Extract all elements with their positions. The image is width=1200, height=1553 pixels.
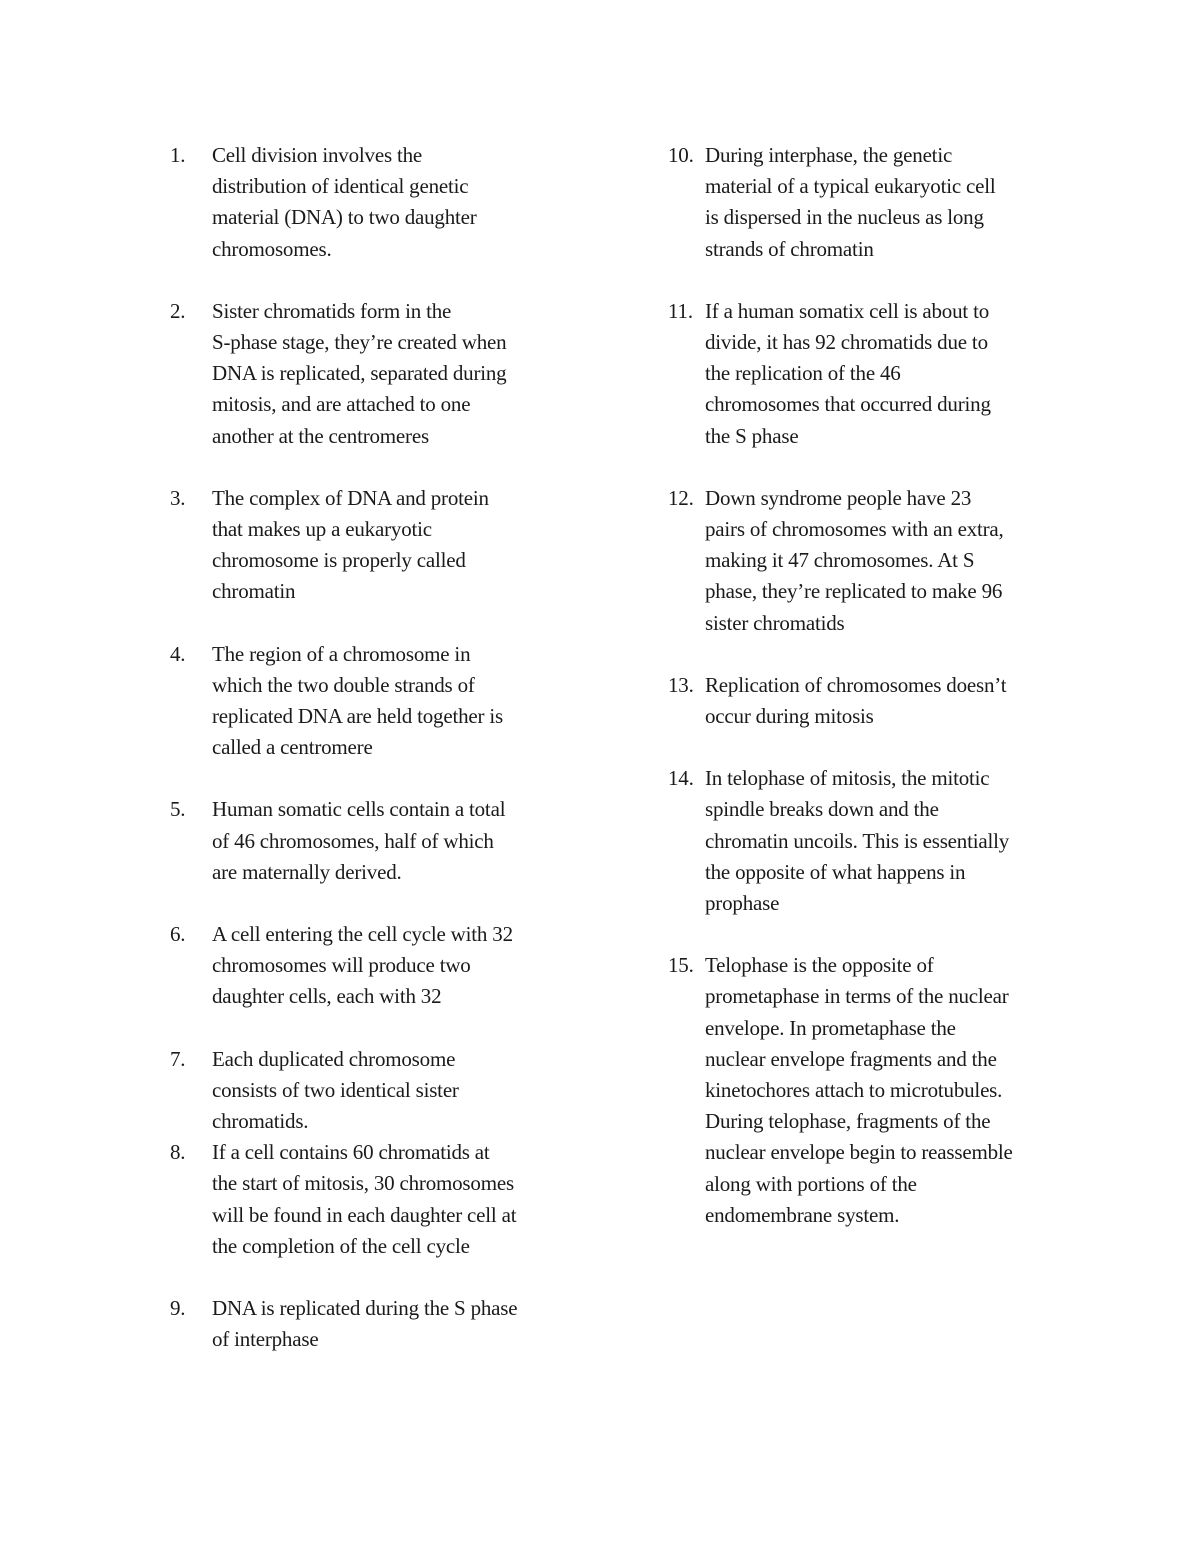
item-number: 7. bbox=[170, 1046, 186, 1071]
right-column bbox=[668, 140, 1088, 1231]
list-item-11 bbox=[668, 296, 1088, 452]
list-item-8 bbox=[170, 1137, 590, 1262]
item-number: 1. bbox=[170, 143, 186, 167]
item-text: Telophase is the opposite of prometaphase in terms of the nuclear envelope. In prometaphase the nuclear envelope fragments and the kinetochores attach to microtubules. During telophase, fragments of the nuclear envelope begin to reassemble along with portions of the endomembrane system. bbox=[705, 953, 1013, 1227]
item-number: 6. bbox=[170, 922, 186, 947]
item-number: 15. bbox=[668, 953, 694, 978]
list-item-14 bbox=[668, 763, 1088, 919]
item-text: Replication of chromosomes doesn’t occur during mitosis bbox=[705, 672, 1007, 729]
item-text: Cell division involves the distribution of identical genetic material (DNA) to two daughter chromosomes. bbox=[212, 143, 477, 261]
left-column bbox=[170, 140, 590, 1356]
list-item-5 bbox=[170, 794, 590, 888]
list-item-13 bbox=[668, 670, 1088, 732]
item-number: 9. bbox=[170, 1296, 186, 1321]
list-item-9 bbox=[170, 1293, 590, 1355]
item-text: Each duplicated chromosome consists of two identical sister chromatids. bbox=[212, 1046, 459, 1134]
list-item-1 bbox=[170, 140, 590, 265]
list-item-2 bbox=[170, 296, 590, 452]
item-text: DNA is replicated during the S phase of interphase bbox=[212, 1296, 518, 1352]
item-text: In telophase of mitosis, the mitotic spindle breaks down and the chromatin uncoils. This is essentially the opposite of what happens in prophase bbox=[705, 766, 1010, 916]
list-item-10 bbox=[668, 140, 1088, 265]
list-item-4 bbox=[170, 639, 590, 764]
item-text: During interphase, the genetic material of a typical eukaryotic cell is dispersed in the nucleus as long strands of chromatin bbox=[705, 143, 996, 261]
item-text: The complex of DNA and protein that makes up a eukaryotic chromosome is properly called chromatin bbox=[212, 485, 489, 604]
item-number: 12. bbox=[668, 485, 694, 510]
item-text: Human somatic cells contain a total of 46 chromosomes, half of which are maternally derived. bbox=[212, 797, 506, 884]
item-number: 2. bbox=[170, 298, 186, 323]
item-text: The region of a chromosome in which the two double strands of replicated DNA are held together is called a centromere bbox=[212, 641, 503, 760]
list-item-7 bbox=[170, 1044, 590, 1138]
item-number: 5. bbox=[170, 797, 186, 822]
list-item-3 bbox=[170, 483, 590, 608]
item-number: 8. bbox=[170, 1140, 186, 1165]
item-number: 10. bbox=[668, 143, 694, 167]
item-text: Sister chromatids form in the S-phase stage, they’re created when DNA is replicated, separated during mitosis, and are attached to one another at the centromeres bbox=[212, 298, 507, 448]
item-text: If a human somatix cell is about to divide, it has 92 chromatids due to the replication of the 46 chromosomes that occurred during the S phase bbox=[705, 298, 991, 448]
list-item-12 bbox=[668, 483, 1088, 639]
item-text: A cell entering the cell cycle with 32 chromosomes will produce two daughter cells, each with 32 bbox=[212, 922, 513, 1009]
list-item-6 bbox=[170, 919, 590, 1013]
item-number: 4. bbox=[170, 641, 186, 666]
item-number: 3. bbox=[170, 485, 186, 510]
item-text: If a cell contains 60 chromatids at the start of mitosis, 30 chromosomes will be found in each daughter cell at the completion of the cell cycle bbox=[212, 1140, 517, 1258]
item-text: Down syndrome people have 23 pairs of chromosomes with an extra, making it 47 chromosomes. At S phase, they’re replicated to make 96 sister chromatids bbox=[705, 485, 1004, 635]
list-item-15 bbox=[668, 950, 1088, 1231]
item-number: 14. bbox=[668, 766, 694, 791]
item-number: 11. bbox=[668, 298, 693, 323]
item-number: 13. bbox=[668, 672, 694, 697]
